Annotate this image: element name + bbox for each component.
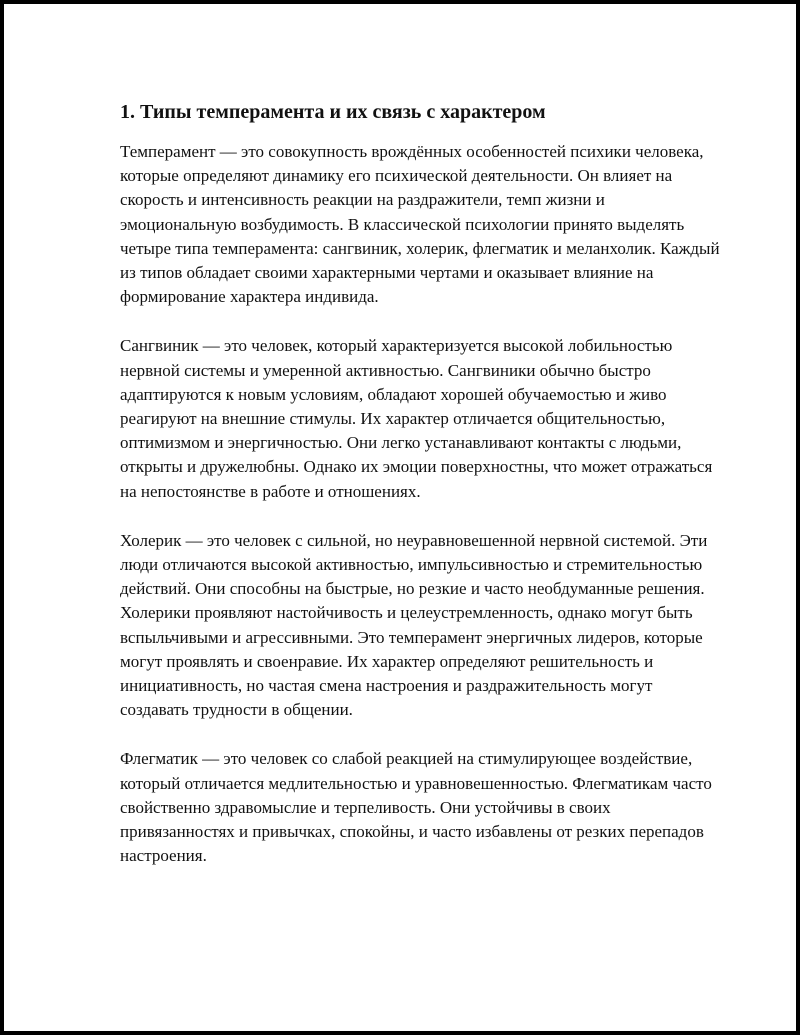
paragraph-temperament-intro: Темперамент — это совокупность врождённых особенностей психики человека, которые определяют динамику его психической деятельности. Он влияет на скорость и интенсивность реакции на раздражители, темп жизни и эмоциональную возбудимость. В классической психологии принято выделять четыре типа темперамента: сангвиник, холерик, флегматик и меланхолик. Каждый из типов обладает своими характерными чертами и оказывает влияние на формирование характера индивида.	[120, 142, 720, 307]
document-content	[120, 100, 720, 893]
paragraph-choleric: Холерик — это человек с сильной, но неуравновешенной нервной системой. Эти люди отличаются высокой активностью, импульсивностью и стремительностью действий. Они способны на быстрые, но резкие и часто необдуманные решения. Холерики проявляют настойчивость и целеустремленность, однако могут быть вспыльчивыми и агрессивными. Это темперамент энергичных лидеров, которые могут проявлять и своенравие. Их характер определяют решительность и инициативность, но частая смена настроения и раздражительность могут создавать трудности в общении.	[120, 530, 708, 720]
paragraph-phlegmatic: Флегматик — это человек со слабой реакцией на стимулирующее воздействие, который отличается медлительностью и уравновешенностью. Флегматикам часто свойственно здравомыслие и терпеливость. Они устойчивы в своих привязанностях и привычках, спокойны, и часто избавлены от резких перепадов настроения.	[120, 749, 712, 866]
section-title: 1. Типы темперамента и их связь с характером	[120, 101, 546, 123]
paragraph-sanguine: Сангвиник — это человек, который характеризуется высокой лобильностью нервной системы и умеренной активностью. Сангвиники обычно быстро адаптируются к новым условиям, обладают хорошей обучаемостью и живо реагируют на внешние стимулы. Их характер отличается общительностью, оптимизмом и энергичностью. Они легко устанавливают контакты с людьми, открыты и дружелюбны. Однако их эмоции поверхностны, что может отражаться на непостоянстве в работе и отношениях.	[120, 336, 713, 501]
